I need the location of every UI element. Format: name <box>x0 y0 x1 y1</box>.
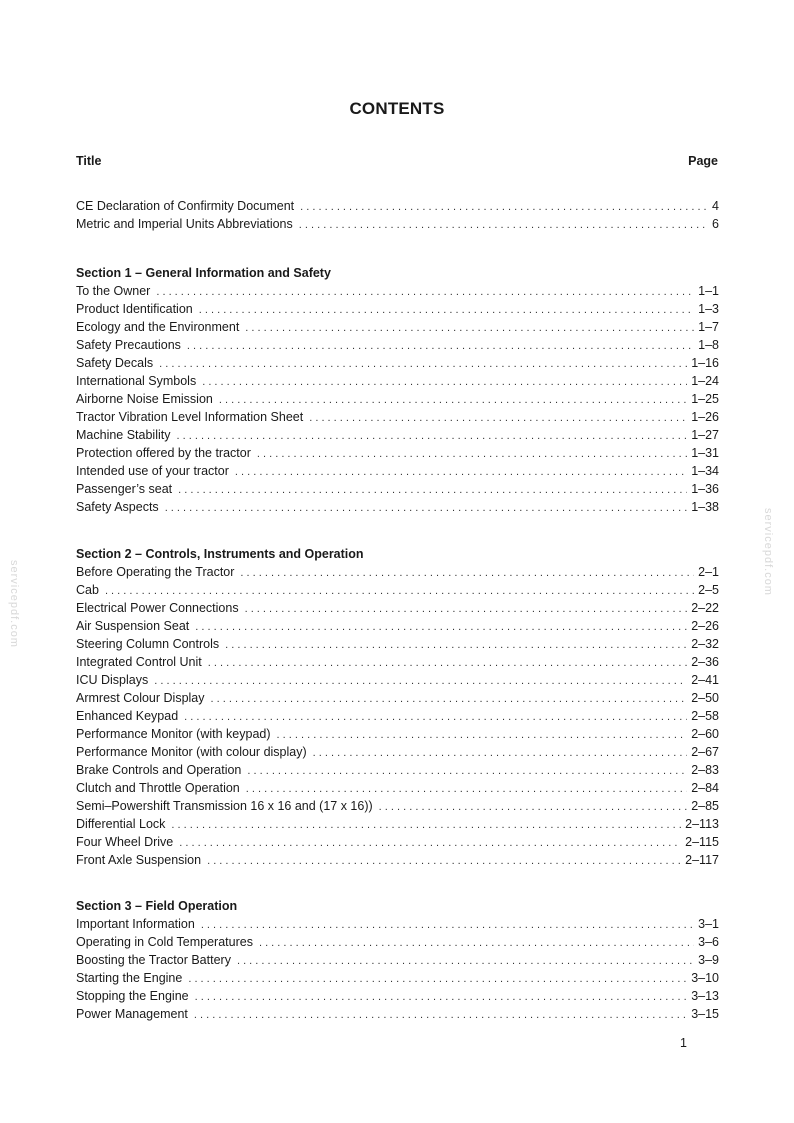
dot-leader <box>309 409 687 427</box>
entry-title: Passenger’s seat <box>76 482 173 496</box>
dot-leader <box>184 708 687 726</box>
page-number: 1 <box>680 1036 687 1050</box>
entry-page-number: 1–34 <box>691 464 719 478</box>
entry-title: Brake Controls and Operation <box>76 763 242 777</box>
dot-leader <box>105 582 694 600</box>
entry-title: International Symbols <box>76 374 197 388</box>
dot-leader <box>194 1006 687 1024</box>
section-heading: Section 1 – General Information and Safety <box>76 266 331 280</box>
toc-entry[interactable] <box>76 480 719 498</box>
toc-entry[interactable] <box>76 372 719 390</box>
dot-leader <box>179 834 681 852</box>
entry-page-number: 2–84 <box>691 781 719 795</box>
entry-title: Boosting the Tractor Battery <box>76 953 231 967</box>
entry-page-number: 3–6 <box>698 935 719 949</box>
toc-entry[interactable] <box>76 581 719 599</box>
entry-page-number: 1–38 <box>691 500 719 514</box>
entry-page-number: 3–9 <box>698 953 719 967</box>
dot-leader <box>171 816 681 834</box>
dot-leader <box>245 319 694 337</box>
entry-title: Cab <box>76 583 99 597</box>
entry-title: Airborne Noise Emission <box>76 392 213 406</box>
entry-title: Protection offered by the tractor <box>76 446 251 460</box>
toc-entry[interactable] <box>76 336 719 354</box>
entry-title: Four Wheel Drive <box>76 835 174 849</box>
dot-leader <box>247 762 687 780</box>
dot-leader <box>257 445 687 463</box>
entry-page-number: 3–10 <box>691 971 719 985</box>
entry-page-number: 1–8 <box>698 338 719 352</box>
toc-entry[interactable] <box>76 1005 719 1023</box>
toc-entry[interactable] <box>76 833 719 851</box>
dot-leader <box>177 427 688 445</box>
entry-title: Product Identification <box>76 302 193 316</box>
entry-title: Integrated Control Unit <box>76 655 202 669</box>
section-heading: Section 3 – Field Operation <box>76 899 238 913</box>
entry-page-number: 2–5 <box>698 583 719 597</box>
entry-page-number: 1–16 <box>691 356 719 370</box>
intro-entries <box>76 197 719 233</box>
entry-page-number: 1–36 <box>691 482 719 496</box>
entry-title: Safety Aspects <box>76 500 159 514</box>
entry-title: Performance Monitor (with colour display) <box>76 745 307 759</box>
dot-leader <box>202 373 687 391</box>
entry-page-number: 6 <box>712 217 719 231</box>
entry-title: Metric and Imperial Units Abbreviations <box>76 217 293 231</box>
watermark-left: servicepdf.com <box>8 560 20 648</box>
entry-title: Before Operating the Tractor <box>76 565 235 579</box>
toc-entry[interactable] <box>76 390 719 408</box>
toc-entry[interactable] <box>76 444 719 462</box>
entry-title: Tractor Vibration Level Information Sheet <box>76 410 304 424</box>
toc-entry[interactable] <box>76 498 719 516</box>
entry-page-number: 1–31 <box>691 446 719 460</box>
section-heading: Section 2 – Controls, Instruments and Operation <box>76 547 364 561</box>
entry-page-number: 3–1 <box>698 917 719 931</box>
entry-title: Safety Decals <box>76 356 154 370</box>
dot-leader <box>201 916 694 934</box>
page-title: CONTENTS <box>349 99 445 118</box>
dot-leader <box>246 780 687 798</box>
entry-title: ICU Displays <box>76 673 149 687</box>
entry-page-number: 1–25 <box>691 392 719 406</box>
title-column-heading: Title <box>76 154 102 168</box>
toc-entry[interactable] <box>76 707 719 725</box>
dot-leader <box>235 463 687 481</box>
dot-leader <box>300 198 708 216</box>
entry-page-number: 2–58 <box>691 709 719 723</box>
toc-entry[interactable] <box>76 761 719 779</box>
dot-leader <box>165 499 688 517</box>
toc-entry[interactable] <box>76 987 719 1005</box>
dot-leader <box>195 618 687 636</box>
toc-entry[interactable] <box>76 915 719 933</box>
dot-leader <box>277 726 688 744</box>
entry-page-number: 1–24 <box>691 374 719 388</box>
dot-leader <box>207 852 681 870</box>
entry-title: Enhanced Keypad <box>76 709 179 723</box>
toc-entry[interactable] <box>76 563 719 581</box>
toc-entry[interactable] <box>76 599 719 617</box>
dot-leader <box>195 988 688 1006</box>
entry-title: Important Information <box>76 917 195 931</box>
toc-entry[interactable] <box>76 743 719 761</box>
toc-entry[interactable] <box>76 318 719 336</box>
entry-title: Semi–Powershift Transmission 16 x 16 and (17 x 16)) <box>76 799 373 813</box>
entry-title: Intended use of your tractor <box>76 464 229 478</box>
dot-leader <box>379 798 688 816</box>
toc-entry[interactable] <box>76 969 719 987</box>
entry-page-number: 2–1 <box>698 565 719 579</box>
dot-leader <box>208 654 687 672</box>
entry-page-number: 2–117 <box>685 853 719 867</box>
entry-page-number: 2–26 <box>691 619 719 633</box>
entry-page-number: 1–27 <box>691 428 719 442</box>
entry-page-number: 1–3 <box>698 302 719 316</box>
entry-page-number: 2–113 <box>685 817 719 831</box>
dot-leader <box>187 337 694 355</box>
toc-entry[interactable] <box>76 933 719 951</box>
entry-page-number: 2–36 <box>691 655 719 669</box>
dot-leader <box>259 934 694 952</box>
entry-title: Front Axle Suspension <box>76 853 202 867</box>
entry-title: Air Suspension Seat <box>76 619 190 633</box>
dot-leader <box>219 391 687 409</box>
dot-leader <box>237 952 694 970</box>
entry-page-number: 2–85 <box>691 799 719 813</box>
entry-title: Ecology and the Environment <box>76 320 240 334</box>
dot-leader <box>199 301 694 319</box>
toc-entry[interactable] <box>76 797 719 815</box>
dot-leader <box>225 636 687 654</box>
toc-entry[interactable] <box>76 354 719 372</box>
toc-entry[interactable] <box>76 462 719 480</box>
toc-entry[interactable] <box>76 300 719 318</box>
entry-page-number: 4 <box>712 199 719 213</box>
dot-leader <box>211 690 688 708</box>
toc-entry[interactable] <box>76 197 719 215</box>
dot-leader <box>299 216 708 234</box>
watermark-right: servicepdf.com <box>762 508 774 596</box>
entry-page-number: 1–7 <box>698 320 719 334</box>
entry-page-number: 2–67 <box>691 745 719 759</box>
entry-title: Clutch and Throttle Operation <box>76 781 240 795</box>
toc-entry[interactable] <box>76 653 719 671</box>
entry-title: Safety Precautions <box>76 338 181 352</box>
entry-title: To the Owner <box>76 284 151 298</box>
toc-entry[interactable] <box>76 815 719 833</box>
entry-title: Armrest Colour Display <box>76 691 205 705</box>
toc-entry[interactable] <box>76 215 719 233</box>
toc-entry[interactable] <box>76 617 719 635</box>
entry-page-number: 2–115 <box>685 835 719 849</box>
entry-page-number: 1–26 <box>691 410 719 424</box>
section-2-group <box>76 545 719 869</box>
toc-entry[interactable] <box>76 779 719 797</box>
entry-title: Operating in Cold Temperatures <box>76 935 253 949</box>
entry-title: Steering Column Controls <box>76 637 220 651</box>
dot-leader <box>245 600 688 618</box>
entry-page-number: 2–60 <box>691 727 719 741</box>
entry-title: Starting the Engine <box>76 971 183 985</box>
toc-entry[interactable] <box>76 689 719 707</box>
dot-leader <box>240 564 694 582</box>
toc-entry[interactable] <box>76 725 719 743</box>
section-3-group <box>76 897 719 1023</box>
dot-leader <box>188 970 687 988</box>
toc-entry[interactable] <box>76 851 719 869</box>
entry-title: CE Declaration of Confirmity Document <box>76 199 295 213</box>
entry-page-number: 2–22 <box>691 601 719 615</box>
entry-title: Stopping the Engine <box>76 989 189 1003</box>
entry-title: Performance Monitor (with keypad) <box>76 727 271 741</box>
entry-page-number: 3–15 <box>691 1007 719 1021</box>
entry-page-number: 2–50 <box>691 691 719 705</box>
toc-entry[interactable] <box>76 426 719 444</box>
dot-leader <box>178 481 687 499</box>
toc-entry[interactable] <box>76 951 719 969</box>
dot-leader <box>159 355 687 373</box>
page-column-heading: Page <box>688 154 718 168</box>
entry-title: Differential Lock <box>76 817 166 831</box>
toc-entry[interactable] <box>76 671 719 689</box>
entry-title: Machine Stability <box>76 428 171 442</box>
entry-page-number: 1–1 <box>698 284 719 298</box>
entry-page-number: 2–32 <box>691 637 719 651</box>
entry-page-number: 3–13 <box>691 989 719 1003</box>
entry-page-number: 2–41 <box>691 673 719 687</box>
dot-leader <box>154 672 687 690</box>
toc-entry[interactable] <box>76 408 719 426</box>
entry-title: Power Management <box>76 1007 188 1021</box>
dot-leader <box>313 744 688 762</box>
entry-page-number: 2–83 <box>691 763 719 777</box>
section-1-group <box>76 264 719 516</box>
toc-entry[interactable] <box>76 635 719 653</box>
toc-entry[interactable] <box>76 282 719 300</box>
entry-title: Electrical Power Connections <box>76 601 239 615</box>
dot-leader <box>156 283 694 301</box>
